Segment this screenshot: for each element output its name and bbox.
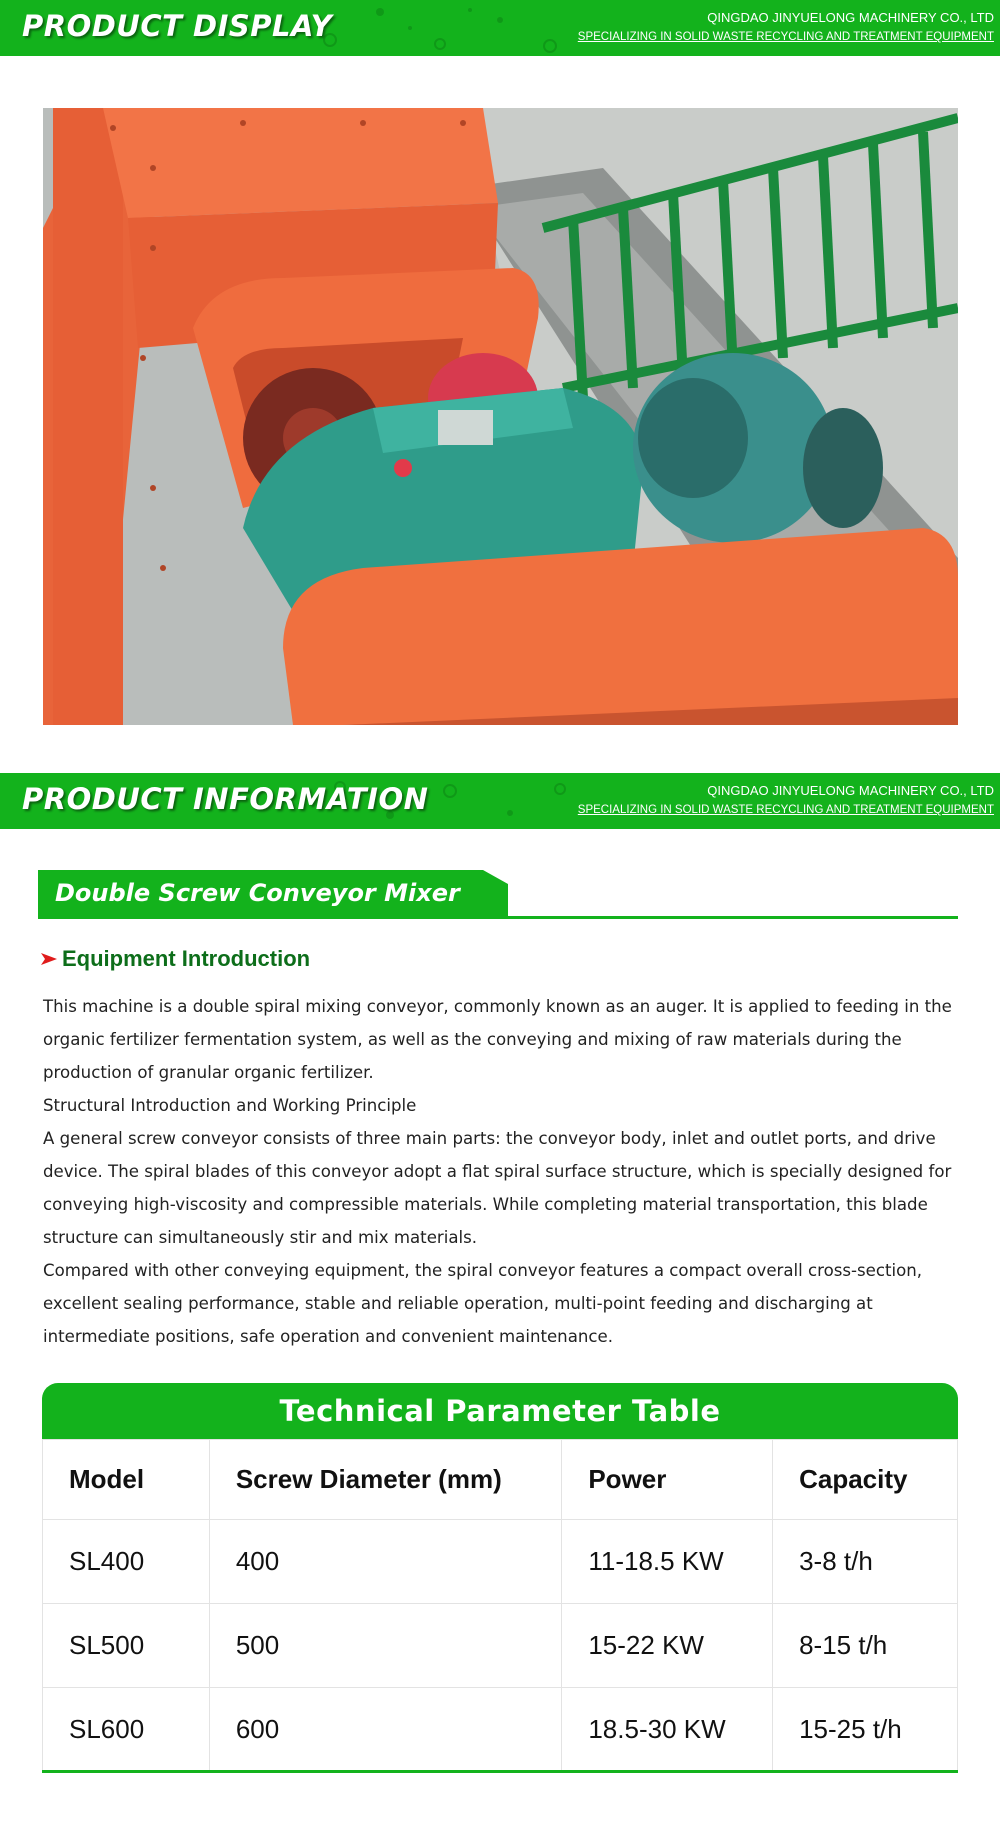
- arrow-right-icon: [40, 950, 58, 968]
- cell-screw-diameter: 600: [209, 1688, 562, 1772]
- cell-screw-diameter: 500: [209, 1604, 562, 1688]
- header-power: Power: [562, 1440, 773, 1520]
- banner-title: PRODUCT INFORMATION: [22, 782, 429, 816]
- intro-paragraph: A general screw conveyor consists of three main parts: the conveyor body, inlet and outlet ports, and drive device. The spiral blades of this conveyor adopt a flat spiral surface structure, which is specially designed for conveying high-viscosity and compressible materials. While completing material transportation, this blade structure can simultaneously stir and mix materials.: [43, 1129, 952, 1247]
- table-title: Technical Parameter Table: [279, 1394, 721, 1428]
- cell-model: SL500: [43, 1604, 210, 1688]
- cell-capacity: 8-15 t/h: [773, 1604, 958, 1688]
- cell-power: 15-22 KW: [562, 1604, 773, 1688]
- product-display-banner: [0, 0, 1000, 56]
- cell-power: 11-18.5 KW: [562, 1520, 773, 1604]
- technical-parameter-table: [42, 1383, 958, 1773]
- product-name-underline: [38, 916, 958, 919]
- company-name: QINGDAO JINYUELONG MACHINERY CO., LTD: [707, 10, 994, 25]
- company-tagline-link[interactable]: SPECIALIZING IN SOLID WASTE RECYCLING AND TREATMENT EQUIPMENT: [577, 804, 994, 816]
- product-information-banner: [0, 773, 1000, 829]
- header-screw-diameter: Screw Diameter (mm): [209, 1440, 562, 1520]
- intro-paragraph: Compared with other conveying equipment, the spiral conveyor features a compact overall cross-section, excellent sealing performance, stable and reliable operation, multi-point feeding and discharging at intermediate positions, safe operation and convenient maintenance.: [43, 1261, 923, 1346]
- header-model: Model: [43, 1440, 210, 1520]
- section-heading-text: Equipment Introduction: [62, 946, 311, 971]
- intro-subheading: Structural Introduction and Working Principle: [43, 1096, 417, 1115]
- table-row: [43, 1604, 958, 1688]
- parameter-table: [42, 1439, 958, 1773]
- cell-capacity: 3-8 t/h: [773, 1520, 958, 1604]
- cell-power: 18.5-30 KW: [562, 1688, 773, 1772]
- table-header-row: [43, 1440, 958, 1520]
- cell-screw-diameter: 400: [209, 1520, 562, 1604]
- product-name: Double Screw Conveyor Mixer: [55, 879, 460, 907]
- table-title-bar: [42, 1383, 958, 1439]
- company-tagline-link[interactable]: SPECIALIZING IN SOLID WASTE RECYCLING AND TREATMENT EQUIPMENT: [577, 31, 994, 43]
- equipment-introduction-heading: [40, 946, 310, 972]
- decorative-pattern-icon: [300, 0, 600, 56]
- cell-model: SL600: [43, 1688, 210, 1772]
- header-capacity: Capacity: [773, 1440, 958, 1520]
- cell-capacity: 15-25 t/h: [773, 1688, 958, 1772]
- intro-paragraph: This machine is a double spiral mixing conveyor, commonly known as an auger. It is applied to feeding in the organic fertilizer fermentation system, as well as the conveying and mixing of raw materials during the production of granular organic fertilizer.: [43, 997, 952, 1082]
- company-name: QINGDAO JINYUELONG MACHINERY CO., LTD: [707, 783, 994, 798]
- introduction-body: [43, 990, 958, 1353]
- cell-model: SL400: [43, 1520, 210, 1604]
- banner-title: PRODUCT DISPLAY: [22, 9, 333, 43]
- table-row: [43, 1688, 958, 1772]
- table-row: [43, 1520, 958, 1604]
- product-photo: [43, 108, 958, 725]
